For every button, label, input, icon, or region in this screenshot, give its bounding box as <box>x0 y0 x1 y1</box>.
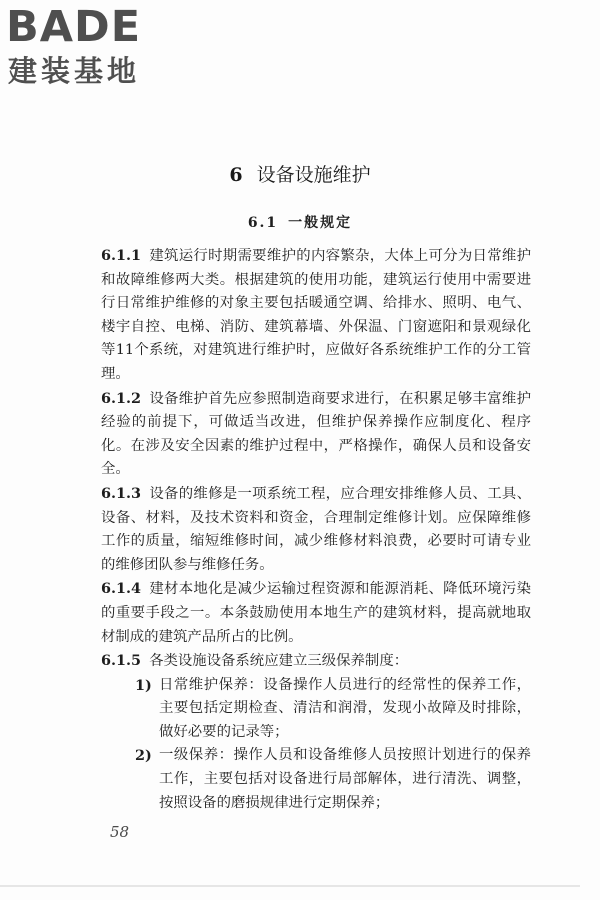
clause-number: 6.1.2 <box>101 389 142 407</box>
section-title: 一般规定 <box>288 215 353 231</box>
chapter-number: 6 <box>229 164 243 186</box>
chapter-heading <box>0 162 600 188</box>
logo-chinese-text: 建装基地 <box>8 54 141 88</box>
clause-text: 设备的维修是一项系统工程，应合理安排维修人员、工具、设备、材料，及技术资料和资金，合理制定维修计划。应保障维修工作的质量，缩短维修时间，减少维修材料浪费，必要时可请专业的维修团队参与维修任务。 <box>101 485 531 573</box>
clause-6-1-1 <box>101 244 531 387</box>
clause-number: 6.1.5 <box>101 652 142 670</box>
bade-logo <box>6 2 181 92</box>
clause-number: 6.1.1 <box>101 247 142 264</box>
page-number: 58 <box>110 823 130 841</box>
clause-text: 各类设施设备系统应建立三级保养制度： <box>149 653 409 670</box>
item-number: 1) <box>135 676 152 694</box>
clause-6-1-3 <box>101 482 531 577</box>
bottom-divider <box>0 885 580 887</box>
clause-text: 建筑运行时期需要维护的内容繁杂，大体上可分为日常维护和故障维修两大类。根据建筑的使用功能，建筑运行使用中需要进行日常维护维修的对象主要包括暖通空调、给排水、照明、电气、楼宇自控、电梯、消防、建筑幕墙、外保温、门窗遮阳和景观绿化等11个系统，对建筑进行维护时，应做好各系统维护工作的分工管理。 <box>101 248 531 382</box>
clause-6-1-4 <box>101 577 531 649</box>
clause-number: 6.1.3 <box>101 484 142 502</box>
clause-text: 建材本地化是减少运输过程资源和能源消耗、降低环境污染的重要手段之一。本条鼓励使用本地生产的建筑材料，提高就地取材制成的建筑产品所占的比例。 <box>101 581 531 645</box>
item-number: 2) <box>135 747 152 765</box>
item-text: 日常维护保养：设备操作人员进行的经常性的保养工作，主要包括定期检查、清洁和润滑，发现小故障及时排除，做好必要的记录等； <box>159 676 531 740</box>
chapter-title: 设备设施维护 <box>256 164 371 186</box>
list-item-2 <box>101 744 531 815</box>
list-item-1 <box>101 674 531 745</box>
section-number: 6.1 <box>247 215 279 231</box>
body-text <box>101 244 531 815</box>
clause-6-1-2 <box>101 387 531 482</box>
clause-text: 设备维护首先应参照制造商要求进行，在积累足够丰富维护经验的前提下，可做适当改进，但维护保养操作应制度化、程序化。在涉及安全因素的维护过程中，严格操作，确保人员和设备安全。 <box>101 390 531 478</box>
clause-number: 6.1.4 <box>101 580 142 598</box>
section-heading <box>0 213 600 233</box>
clause-6-1-5 <box>101 649 531 674</box>
item-text: 一级保养：操作人员和设备维修人员按照计划进行的保养工作，主要包括对设备进行局部解体，进行清洗、调整，按照设备的磨损规律进行定期保养； <box>159 747 531 811</box>
logo-wordmark: BADE <box>6 2 142 52</box>
